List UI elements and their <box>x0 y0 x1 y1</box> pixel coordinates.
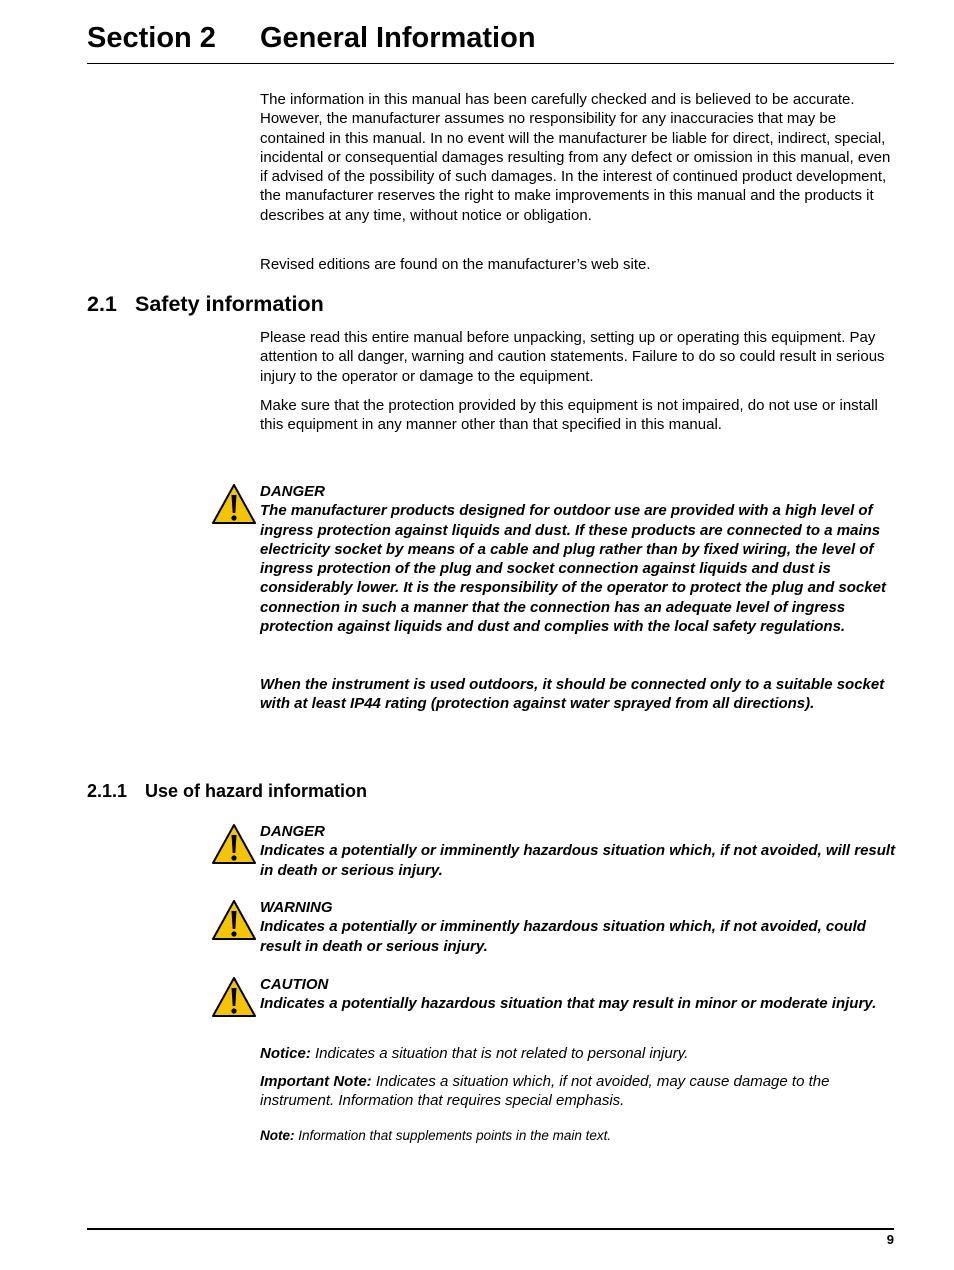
note-text: Information that supplements points in the main text. <box>294 1128 612 1143</box>
danger-definition <box>260 822 900 880</box>
hazard-info-title: Use of hazard information <box>145 781 368 801</box>
caution-definition <box>260 975 900 1014</box>
important-note-definition <box>260 1072 900 1111</box>
notice-definition <box>260 1044 900 1063</box>
danger-notice <box>260 482 900 636</box>
page-number: 9 <box>886 1232 894 1247</box>
danger-text-2: When the instrument is used outdoors, it should be connected only to a suitable socket with at least IP44 rating (protection against water sprayed from all directions). <box>260 676 885 713</box>
notice-label: Notice: <box>260 1045 311 1062</box>
warning-definition-icon <box>211 899 257 941</box>
danger-definition-text: Indicates a potentially or imminently hazardous situation which, if not avoided, will result in death or serious injury. <box>260 842 896 879</box>
note-definition <box>260 1127 900 1145</box>
section-title: General Information <box>260 22 536 54</box>
safety-title: Safety information <box>135 292 324 316</box>
note-label: Note: <box>260 1128 295 1143</box>
safety-number: 2.1 <box>87 292 117 316</box>
hazard-info-heading <box>87 779 367 803</box>
footer-rule <box>87 1228 894 1230</box>
section-number: Section 2 <box>87 22 216 54</box>
danger-label: DANGER <box>260 483 326 500</box>
warning-definition <box>260 898 900 956</box>
important-note-text: Indicates a situation which, if not avoided, may cause damage to the instrument. Information that requires special emphasis. <box>260 1073 830 1110</box>
warning-definition-text: Indicates a potentially or imminently hazardous situation which, if not avoided, could result in death or serious injury. <box>260 918 866 955</box>
danger-text-1: The manufacturer products designed for outdoor use are provided with a high level of ingress protection against liquids and dust. If these products are connected to a mains electricity socket by means of a cable and plug rather than by fixed wiring, the level of ingress protection of the plug and socket connection against liquids and dust is considerably lower. It is the responsibility of the operator to protect the plug and socket connection in such a manner that the connection has an adequate level of ingress protection against liquids and dust and complies with the local safety regulations. <box>260 502 886 636</box>
hazard-info-number: 2.1.1 <box>87 781 128 801</box>
safety-paragraph-1: Please read this entire manual before unpacking, setting up or operating this equipment. Pay attention to all danger, warning and caution statements. Failure to do so could result in serious injury to the operator or damage to the equipment. <box>260 329 885 385</box>
caution-definition-label: CAUTION <box>260 976 329 993</box>
page-title <box>87 20 536 56</box>
warning-triangle-icon <box>211 483 257 525</box>
safety-heading <box>87 290 324 318</box>
warning-definition-label: WARNING <box>260 899 333 916</box>
caution-triangle-icon <box>211 976 257 1018</box>
intro-paragraph-1: The information in this manual has been carefully checked and is believed to be accurate. However, the manufacturer assumes no responsibility for any inaccuracies that may be contained in this manual. In no event will the manufacturer be liable for direct, indirect, special, incidental or consequential damages resulting from any defect or omission in this manual, even if advised of the possibility of such damages. In the interest of continued product development, the manufacturer reserves the right to make improvements in this manual and the products it describes at any time, without notice or obligation. <box>260 91 891 224</box>
caution-definition-text: Indicates a potentially hazardous situation that may result in minor or moderate injury. <box>260 995 877 1013</box>
intro-paragraph-2: Revised editions are found on the manufacturer’s web site. <box>260 256 651 273</box>
danger-definition-label: DANGER <box>260 823 326 840</box>
safety-paragraph-2: Make sure that the protection provided by this equipment is not impaired, do not use or install this equipment in any manner other than that specified in this manual. <box>260 397 878 434</box>
header-rule <box>87 63 894 64</box>
important-note-label: Important Note: <box>260 1073 372 1090</box>
notice-text: Indicates a situation that is not related to personal injury. <box>310 1045 689 1062</box>
danger-triangle-icon <box>211 823 257 865</box>
